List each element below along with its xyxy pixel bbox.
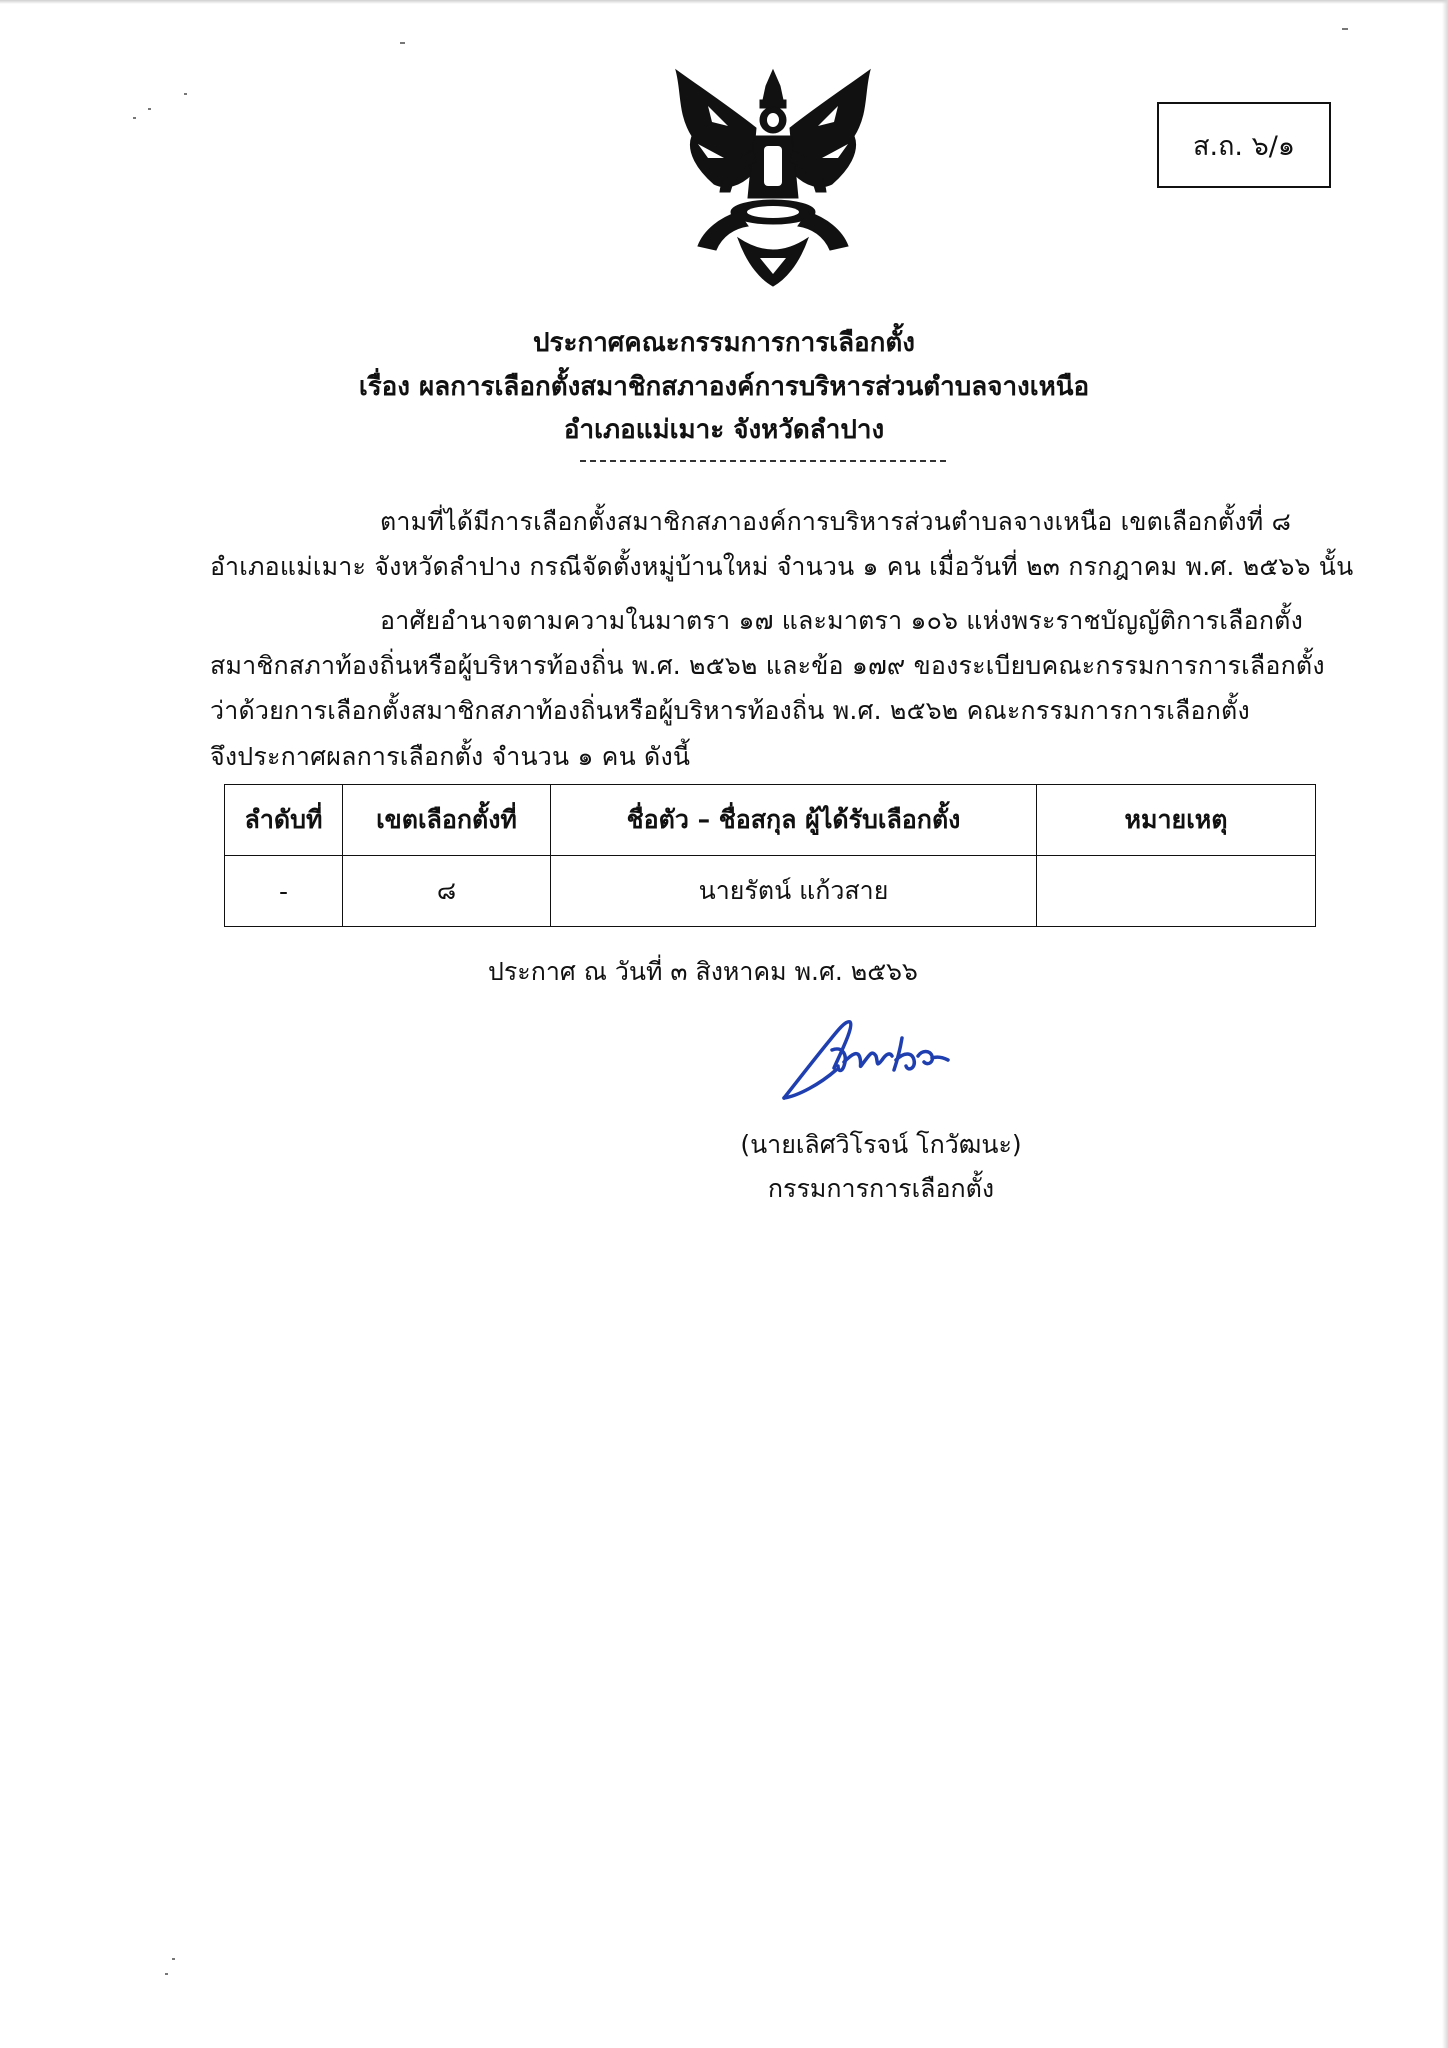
handwritten-signature-icon xyxy=(772,1010,972,1110)
announcement-location: อำเภอแม่เมาะ จังหวัดลำปาง xyxy=(563,415,885,445)
scan-edge-right xyxy=(1442,0,1448,2048)
table-row xyxy=(225,856,1316,927)
column-header-order: ลำดับที่ xyxy=(225,785,343,856)
scan-speck xyxy=(172,1958,175,1960)
announcement-subject: เรื่อง ผลการเลือกตั้งสมาชิกสภาองค์การบริหารส่วนตำบลจางเหนือ xyxy=(358,372,1090,402)
body-paragraph-2-line-1: อาศัยอำนาจตามความในมาตรา ๑๗ และมาตรา ๑๐๖ แห่งพระราชบัญญัติการเลือกตั้ง xyxy=(380,606,1304,635)
scan-edge-top xyxy=(0,0,1448,4)
cell-elected-name: นายรัตน์ แก้วสาย xyxy=(551,856,1037,927)
table-header-row xyxy=(225,785,1316,856)
scan-speck xyxy=(400,42,405,44)
scan-speck xyxy=(165,1973,168,1975)
scan-speck xyxy=(184,93,187,95)
body-paragraph-2-line-3: ว่าด้วยการเลือกตั้งสมาชิกสภาท้องถิ่นหรือผู้บริหารท้องถิ่น พ.ศ. ๒๕๖๒ คณะกรรมการการเลือกตั้ง xyxy=(210,696,1250,725)
body-paragraph-1-line-1: ตามที่ได้มีการเลือกตั้งสมาชิกสภาองค์การบริหารส่วนตำบลจางเหนือ เขตเลือกตั้งที่ ๘ xyxy=(380,507,1292,536)
announcement-title: ประกาศคณะกรรมการการเลือกตั้ง xyxy=(533,328,915,358)
garuda-emblem-icon xyxy=(668,66,878,288)
scan-speck xyxy=(133,117,136,119)
body-paragraph-2-line-4: จึงประกาศผลการเลือกตั้ง จำนวน ๑ คน ดังนี้ xyxy=(210,742,691,771)
election-results-table xyxy=(224,784,1316,927)
announcement-date: ประกาศ ณ วันที่ ๓ สิงหาคม พ.ศ. ๒๕๖๖ xyxy=(488,957,918,986)
cell-remarks xyxy=(1037,856,1316,927)
form-code-box xyxy=(1157,102,1331,188)
column-header-elected-name: ชื่อตัว – ชื่อสกุล ผู้ได้รับเลือกตั้ง xyxy=(551,785,1037,856)
scan-speck xyxy=(1342,28,1348,30)
signer-name: (นายเลิศวิโรจน์ โกวัฒนะ) xyxy=(740,1130,1022,1159)
signer-title: กรรมการการเลือกตั้ง xyxy=(767,1174,995,1203)
body-paragraph-2-line-2: สมาชิกสภาท้องถิ่นหรือผู้บริหารท้องถิ่น พ.ศ. ๒๕๖๒ และข้อ ๑๗๙ ของระเบียบคณะกรรมการการเลือกตั้ง xyxy=(210,651,1325,680)
column-header-remarks: หมายเหตุ xyxy=(1037,785,1316,856)
cell-district: ๘ xyxy=(343,856,551,927)
heading-divider xyxy=(580,460,946,462)
column-header-district: เขตเลือกตั้งที่ xyxy=(343,785,551,856)
cell-order: - xyxy=(225,856,343,927)
form-code: ส.ถ. ๖/๑ xyxy=(1193,130,1295,162)
scan-speck xyxy=(148,108,151,110)
body-paragraph-1-line-2: อำเภอแม่เมาะ จังหวัดลำปาง กรณีจัดตั้งหมู่บ้านใหม่ จำนวน ๑ คน เมื่อวันที่ ๒๓ กรกฎาคม พ.ศ. ๒๕๖๖ นั้น xyxy=(210,552,1354,581)
